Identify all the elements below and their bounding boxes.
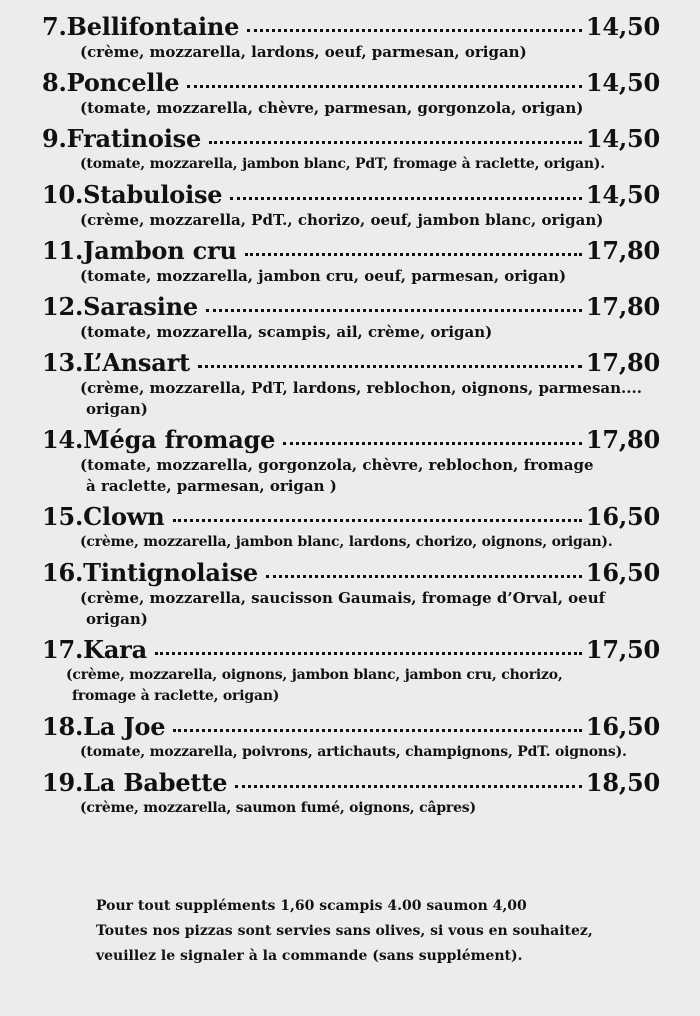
item-price: 14,50: [585, 124, 660, 153]
item-description: [42, 210, 660, 231]
item-price: 18,50: [585, 768, 660, 797]
dot-leader: [206, 291, 582, 312]
pizza-menu-list: [42, 12, 660, 824]
item-price: 16,50: [585, 712, 660, 741]
item-name: 7.Bellifontaine: [42, 12, 240, 41]
dot-leader: [209, 123, 582, 144]
item-description: [42, 322, 660, 343]
dot-leader: [198, 347, 582, 368]
item-name: 19.La Babette: [42, 768, 228, 797]
menu-item: [42, 635, 660, 707]
item-price: 17,80: [585, 425, 660, 454]
menu-item: [42, 348, 660, 420]
menu-item: [42, 558, 660, 630]
dot-leader: [173, 711, 581, 732]
description-line: (tomate, mozzarella, poivrons, artichauts, champignons, PdT. oignons).: [80, 744, 627, 760]
item-name: 8.Poncelle: [42, 68, 180, 97]
item-price: 16,50: [585, 502, 660, 531]
item-title-line: [42, 558, 660, 588]
item-price: 17,50: [585, 635, 660, 664]
description-line: (crème, mozzarella, lardons, oeuf, parmesan, origan): [80, 43, 527, 61]
description-line: (crème, mozzarella, saucisson Gaumais, fromage d’Orval, oeuf: [80, 589, 606, 607]
description-line: (crème, mozzarella, PdT., chorizo, oeuf, jambon blanc, origan): [80, 211, 604, 229]
olives-note-line-2: veuillez le signaler à la commande (sans supplément).: [96, 948, 523, 964]
item-title-line: [42, 348, 660, 378]
item-price: 14,50: [585, 68, 660, 97]
item-price: 16,50: [585, 558, 660, 587]
description-line: origan): [86, 400, 148, 418]
description-line: origan): [86, 610, 148, 628]
item-name: 10.Stabuloise: [42, 180, 223, 209]
item-description: [42, 532, 660, 553]
item-title-line: [42, 635, 660, 665]
menu-item: [42, 68, 660, 119]
description-line: (tomate, mozzarella, chèvre, parmesan, gorgonzola, origan): [80, 99, 584, 117]
dot-leader: [230, 179, 581, 200]
item-name: 9.Fratinoise: [42, 124, 202, 153]
menu-item: [42, 292, 660, 343]
item-description: [42, 378, 660, 420]
dot-leader: [187, 67, 582, 88]
item-price: 17,80: [585, 236, 660, 265]
item-description: [42, 455, 660, 497]
item-name: 15.Clown: [42, 502, 165, 531]
dot-leader: [247, 11, 582, 32]
item-description: [42, 42, 660, 63]
item-description: [42, 665, 660, 707]
menu-item: [42, 124, 660, 175]
description-line: (tomate, mozzarella, jambon blanc, PdT, fromage à raclette, origan).: [80, 156, 605, 172]
item-description: [42, 154, 660, 175]
dot-leader: [245, 235, 582, 256]
menu-item: [42, 180, 660, 231]
dot-leader: [283, 424, 582, 445]
description-line: (crème, mozzarella, oignons, jambon blanc, jambon cru, chorizo,: [66, 667, 563, 683]
dot-leader: [235, 767, 582, 788]
item-title-line: [42, 292, 660, 322]
item-title-line: [42, 68, 660, 98]
item-name: 11.Jambon cru: [42, 236, 237, 265]
menu-footer-notes: [96, 894, 636, 969]
item-price: 17,80: [585, 292, 660, 321]
description-line: (crème, mozzarella, saumon fumé, oignons, câpres): [80, 800, 476, 816]
item-name: 16.Tintignolaise: [42, 558, 258, 587]
item-name: 17.Kara: [42, 635, 147, 664]
item-title-line: [42, 425, 660, 455]
description-line: (crème, mozzarella, jambon blanc, lardons, chorizo, oignons, origan).: [80, 534, 613, 550]
description-line: fromage à raclette, origan): [72, 688, 280, 704]
item-title-line: [42, 768, 660, 798]
menu-item: [42, 502, 660, 553]
item-description: [42, 798, 660, 819]
olives-note-line-1: Toutes nos pizzas sont servies sans olives, si vous en souhaitez,: [96, 923, 593, 939]
description-line: (tomate, mozzarella, scampis, ail, crème, origan): [80, 323, 493, 341]
menu-item: [42, 712, 660, 763]
item-title-line: [42, 180, 660, 210]
item-description: [42, 588, 660, 630]
item-title-line: [42, 124, 660, 154]
menu-item: [42, 12, 660, 63]
description-line: (tomate, mozzarella, jambon cru, oeuf, parmesan, origan): [80, 267, 567, 285]
item-name: 14.Méga fromage: [42, 425, 276, 454]
item-title-line: [42, 12, 660, 42]
dot-leader: [173, 501, 582, 522]
item-title-line: [42, 712, 660, 742]
item-price: 14,50: [585, 12, 660, 41]
description-line: (crème, mozzarella, PdT, lardons, reblochon, oignons, parmesan....: [80, 379, 642, 397]
item-name: 12.Sarasine: [42, 292, 198, 321]
item-description: [42, 266, 660, 287]
supplements-note: Pour tout suppléments 1,60 scampis 4.00 saumon 4,00: [96, 898, 527, 914]
description-line: (tomate, mozzarella, gorgonzola, chèvre, reblochon, fromage: [80, 456, 594, 474]
description-line: à raclette, parmesan, origan ): [86, 477, 337, 495]
item-name: 13.L’Ansart: [42, 348, 190, 377]
dot-leader: [266, 557, 582, 578]
item-title-line: [42, 502, 660, 532]
menu-item: [42, 768, 660, 819]
item-price: 14,50: [585, 180, 660, 209]
item-description: [42, 742, 660, 763]
menu-item: [42, 425, 660, 497]
menu-item: [42, 236, 660, 287]
item-title-line: [42, 236, 660, 266]
item-name: 18.La Joe: [42, 712, 166, 741]
item-description: [42, 98, 660, 119]
dot-leader: [155, 634, 582, 655]
item-price: 17,80: [585, 348, 660, 377]
